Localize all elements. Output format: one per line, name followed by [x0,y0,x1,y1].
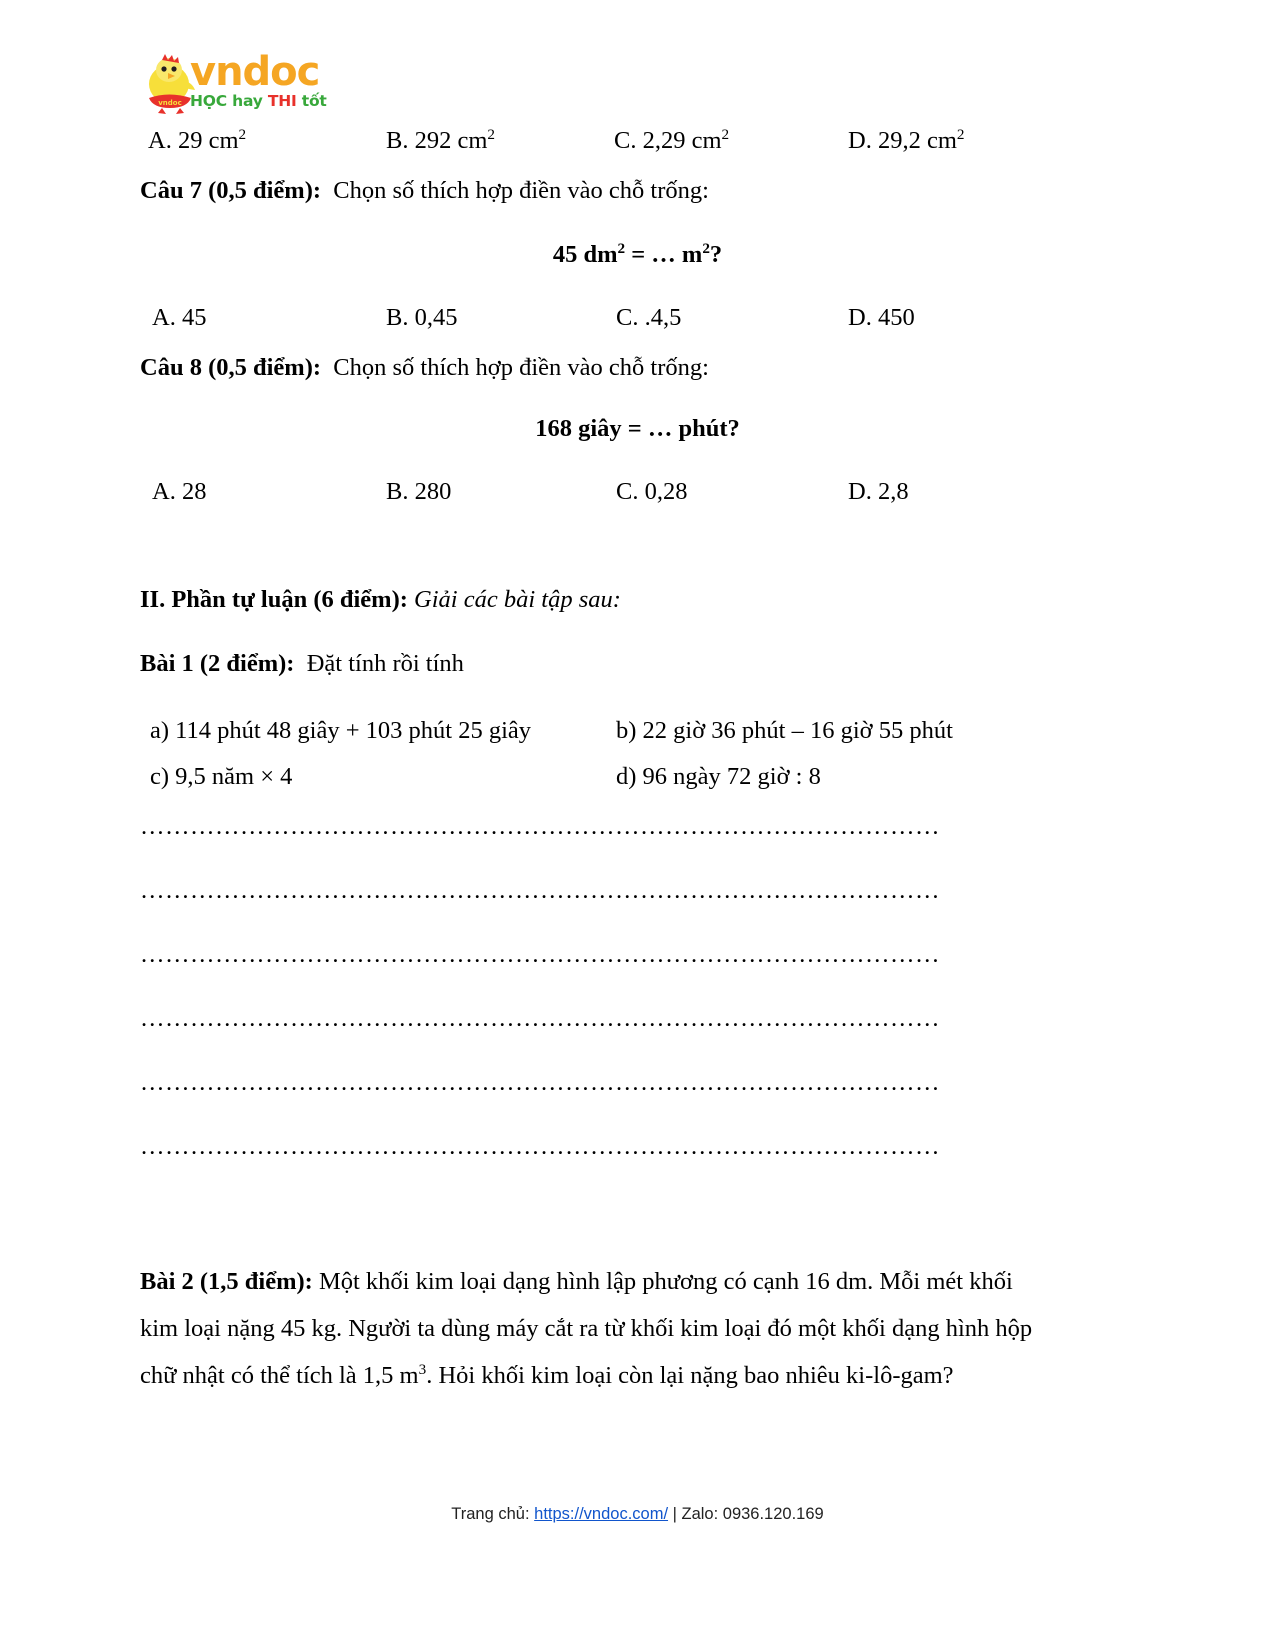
q7-option-a[interactable]: A. 45 [152,304,207,331]
logo-tagline-part2: THI [267,92,302,110]
q8-heading [140,353,709,383]
page-footer [0,1505,1275,1524]
q7-equation-sup2: 2 [702,239,710,257]
q6-option-d[interactable] [848,126,964,156]
bai1-prompt: Đặt tính rồi tính [306,650,464,677]
q8-option-c[interactable]: C. 0,28 [616,478,688,505]
bai1-item-a: a) 114 phút 48 giây + 103 phút 25 giây [150,717,532,744]
q8-prompt: Chọn số thích hợp điền vào chỗ trống: [333,354,709,381]
q8-option-b[interactable]: B. 280 [386,478,452,505]
section-2-heading [140,585,621,615]
bai1-item-c: c) 9,5 năm × 4 [150,763,293,790]
logo-tagline [190,93,327,110]
q7-equation [0,240,1275,270]
bai2-paragraph [140,1258,1040,1399]
logo-wordmark: vndoc [190,49,320,95]
q6-option-a[interactable] [148,126,246,156]
bai2-label: Bài 2 (1,5 điểm): [140,1268,313,1295]
logo-tagline-part3: tốt [301,92,327,110]
q6-option-c[interactable] [614,126,729,156]
q6-option-d-sup: 2 [956,125,965,143]
answer-blank-line[interactable]: …………………………………………………………………………………… [140,941,940,968]
bai1-heading [140,649,464,679]
q7-equation-sup1: 2 [617,239,626,257]
q7-prompt: Chọn số thích hợp điền vào chỗ trống: [333,177,709,204]
section-2-label: II. Phần tự luận (6 điểm): [140,586,408,613]
q6-option-b-text: B. 292 cm [386,127,488,154]
q6-option-a-sup: 2 [238,125,247,143]
q7-equation-part3: ? [709,241,723,268]
footer-prefix: Trang chủ: [451,1505,535,1523]
answer-blank-line[interactable]: …………………………………………………………………………………… [140,813,940,840]
q7-label: Câu 7 (0,5 điểm): [140,177,322,204]
q6-option-c-sup: 2 [721,125,730,143]
bai1-item-b: b) 22 giờ 36 phút – 16 giờ 55 phút [616,717,953,744]
footer-website-link[interactable]: https://vndoc.com/ [534,1505,669,1523]
q8-equation: 168 giây = … phút? [535,415,740,442]
answer-blank-line[interactable]: …………………………………………………………………………………… [140,1069,940,1096]
q8-label: Câu 8 (0,5 điểm): [140,354,322,381]
bai1-item-d: d) 96 ngày 72 giờ : 8 [616,763,821,790]
bai1-label: Bài 1 (2 điểm): [140,650,295,677]
q6-option-a-text: A. 29 cm [148,127,239,154]
section-2-subtitle: Giải các bài tập sau: [414,586,621,613]
q8-option-d[interactable]: D. 2,8 [848,478,909,505]
answer-blank-line[interactable]: …………………………………………………………………………………… [140,1133,940,1160]
bai2-text-part2: . Hỏi khối kim loại còn lại nặng bao nhiêu ki-lô-gam? [426,1362,954,1389]
q6-option-d-text: D. 29,2 cm [848,127,957,154]
q8-option-a[interactable]: A. 28 [152,478,207,505]
q7-heading [140,176,709,206]
vndoc-logo [142,49,442,122]
q6-option-b[interactable] [386,126,495,156]
q7-option-c[interactable]: C. .4,5 [616,304,682,331]
answer-blank-line[interactable]: …………………………………………………………………………………… [140,1005,940,1032]
q7-option-d[interactable]: D. 450 [848,304,915,331]
footer-suffix: | Zalo: 0936.120.169 [668,1505,824,1523]
q7-equation-part1: 45 dm [552,241,618,268]
logo-text [190,49,327,110]
q7-option-b[interactable]: B. 0,45 [386,304,458,331]
answer-blank-line[interactable]: …………………………………………………………………………………… [140,877,940,904]
q6-option-c-text: C. 2,29 cm [614,127,722,154]
svg-text:vndoc: vndoc [158,99,182,107]
logo-tagline-part1: HỌC hay [190,92,268,110]
bai2-text-part1: Một khối kim loại dạng hình lập phương có cạnh 16 dm. Mỗi mét khối kim loại nặng 45 kg. Người ta dùng máy cắt ra từ khối kim loại đó một khối dạng hình hộp chữ nhật có thể tích là 1,5 m [140,1268,1033,1389]
q7-equation-part2: = … m [625,241,703,268]
q6-option-b-sup: 2 [487,125,495,143]
bai2-text-sup: 3 [418,1360,427,1378]
